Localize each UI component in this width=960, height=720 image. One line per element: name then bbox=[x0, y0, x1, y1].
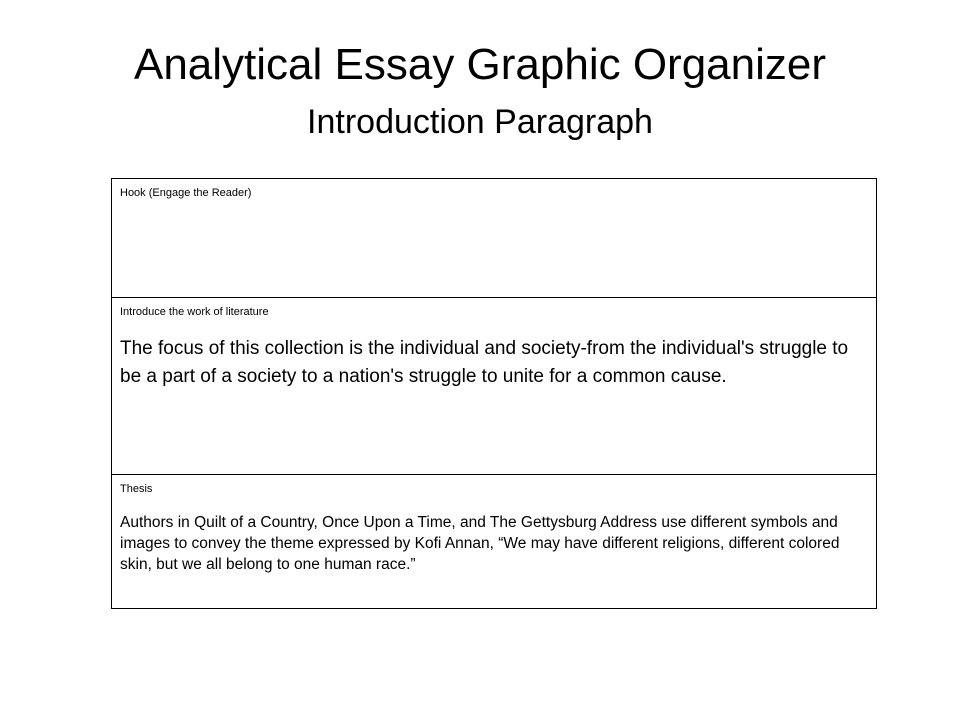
graphic-organizer bbox=[111, 178, 877, 609]
introduce-literature-text: The focus of this collection is the individual and society-from the individual's struggle to be a part of a society to a nation's struggle to unite for a common cause. bbox=[120, 338, 849, 387]
thesis-label: Thesis bbox=[120, 483, 153, 495]
hook-box bbox=[112, 179, 876, 298]
thesis-box bbox=[112, 475, 876, 608]
thesis-text: Authors in Quilt of a Country, Once Upon a Time, and The Gettysburg Address use different symbols and images to convey the theme expressed by Kofi Annan, “We may have different religions, different colored skin, but we all belong to one human race.” bbox=[120, 514, 840, 573]
introduce-literature-label: Introduce the work of literature bbox=[120, 306, 269, 318]
page-title: Analytical Essay Graphic Organizer bbox=[133, 40, 827, 89]
page-subtitle: Introduction Paragraph bbox=[307, 103, 653, 141]
hook-label: Hook (Engage the Reader) bbox=[120, 187, 252, 199]
introduce-literature-box bbox=[112, 298, 876, 475]
